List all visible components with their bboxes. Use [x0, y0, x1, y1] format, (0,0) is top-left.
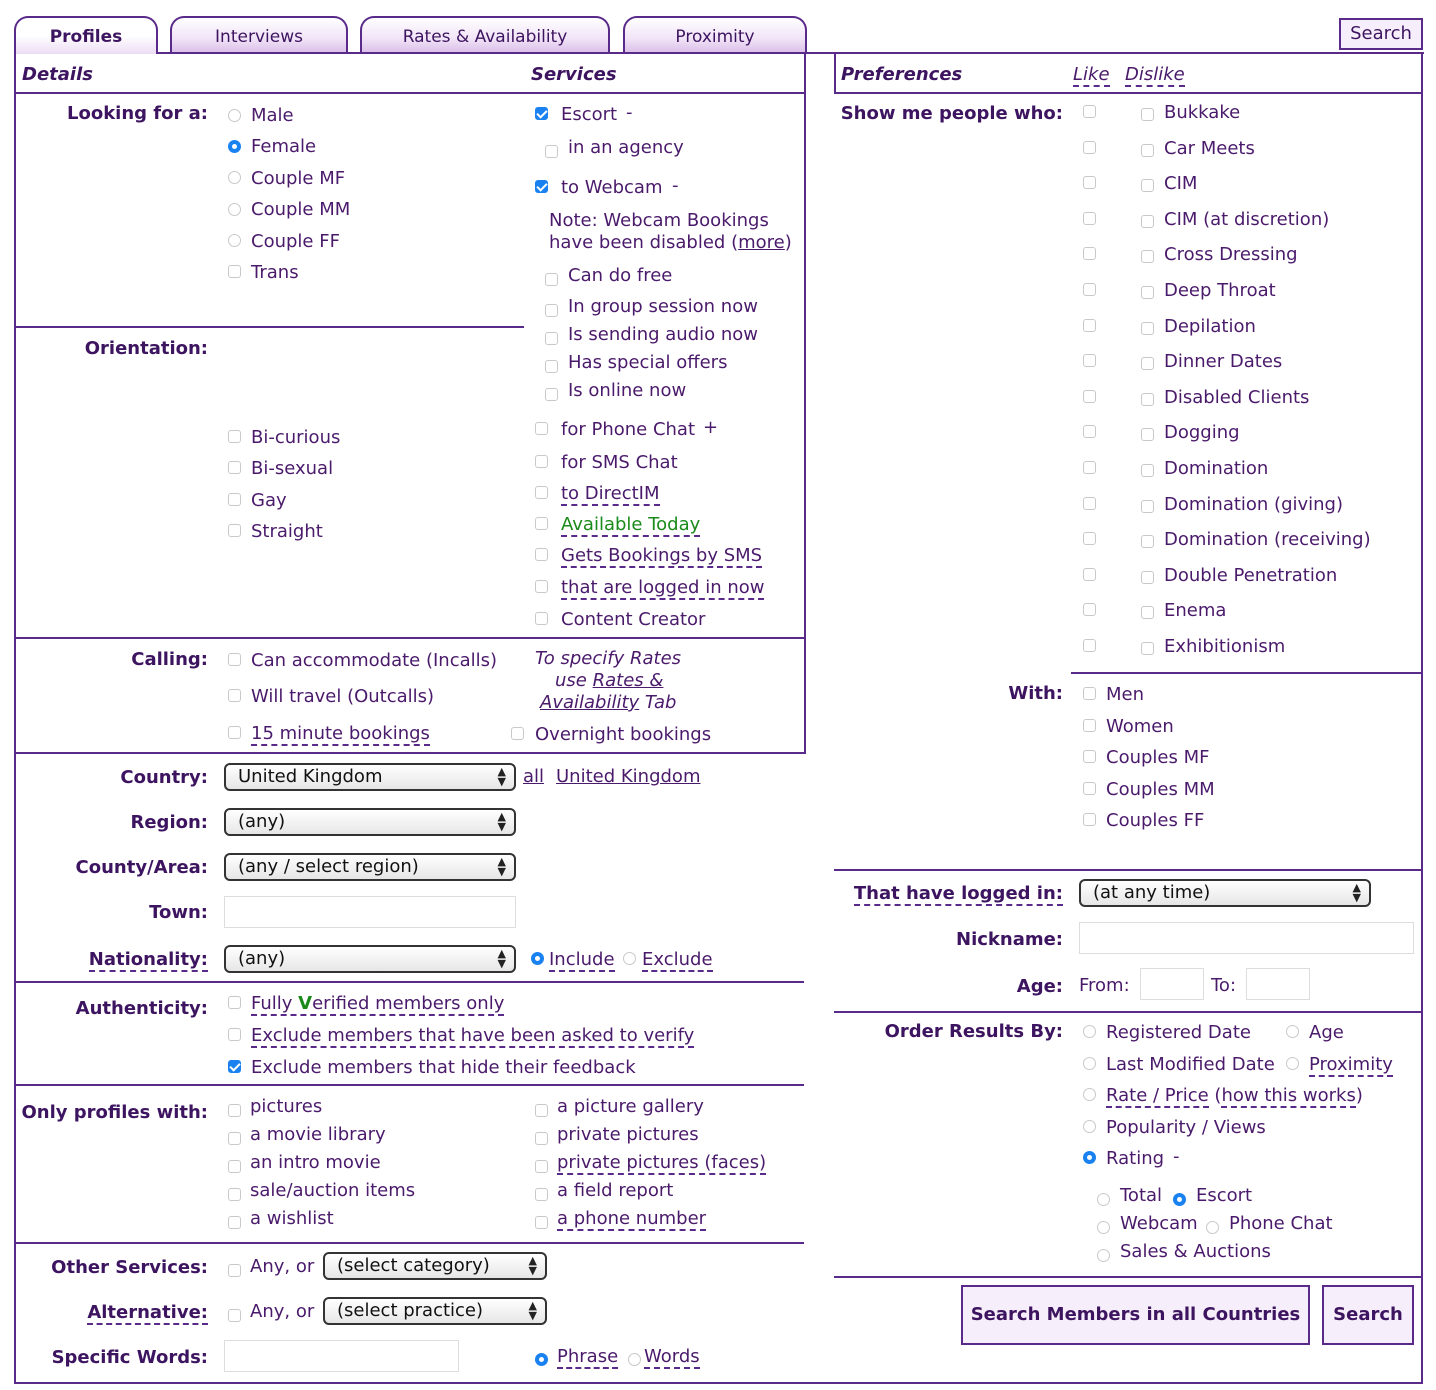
search-all-countries-button[interactable]: Search Members in all Countries — [961, 1285, 1310, 1345]
pref-like-checkbox[interactable] — [1083, 390, 1096, 403]
country-all-link[interactable]: all — [523, 766, 545, 787]
top-search-button[interactable]: Search — [1339, 18, 1423, 50]
how-this-works-link[interactable]: how this works — [1221, 1085, 1356, 1106]
age-label: Age: — [1016, 976, 1063, 997]
rates-note-line2: use Rates & — [555, 670, 664, 691]
pref-like-checkbox[interactable] — [1083, 639, 1096, 652]
tab-rates-availability[interactable]: Rates & Availability — [360, 16, 610, 52]
pref-label: Cross Dressing — [1164, 244, 1298, 266]
rates-note-line1: To specify Rates — [535, 648, 682, 669]
pref-label: Dinner Dates — [1164, 351, 1283, 373]
calling-label: Calling: — [131, 649, 208, 670]
rates-note-line3: Availability Tab — [540, 692, 677, 713]
other-services-label: Other Services: — [51, 1257, 208, 1278]
county-select[interactable]: (any / select region) ▲ ▼ — [224, 853, 516, 881]
pref-label: Bukkake — [1164, 102, 1241, 123]
pref-like-checkbox[interactable] — [1083, 425, 1096, 438]
pref-label: Disabled Clients — [1164, 386, 1310, 408]
pref-like-checkbox[interactable] — [1083, 461, 1096, 474]
pref-dislike-checkbox[interactable] — [1141, 286, 1154, 299]
tab-interviews[interactable]: Interviews — [170, 16, 348, 52]
pref-like-checkbox[interactable] — [1083, 319, 1096, 332]
with-label: With: — [1008, 683, 1063, 704]
pref-dislike-checkbox[interactable] — [1141, 215, 1154, 228]
logged-in-label[interactable]: That have logged in: — [853, 883, 1063, 904]
nationality-select[interactable]: (any) ▲ ▼ — [224, 945, 516, 973]
orientation-label: Orientation: — [84, 338, 208, 359]
like-header[interactable]: Like — [1073, 64, 1110, 85]
town-input[interactable] — [224, 896, 516, 928]
webcam-note-line2: have been disabled (more) — [549, 232, 792, 253]
pref-dislike-checkbox[interactable] — [1141, 179, 1154, 192]
pref-label: Deep Throat — [1164, 280, 1276, 301]
nationality-label[interactable]: Nationality: — [88, 949, 208, 970]
pref-label: CIM (at discretion) — [1164, 208, 1330, 230]
pref-like-checkbox[interactable] — [1083, 247, 1096, 260]
region-label: Region: — [130, 812, 208, 833]
looking-for-label: Looking for a: — [67, 103, 208, 124]
pref-label: Domination (receiving) — [1164, 529, 1371, 551]
pref-dislike-checkbox[interactable] — [1141, 535, 1154, 548]
show-me-label: Show me people who: — [840, 103, 1063, 124]
pref-label: Double Penetration — [1164, 564, 1338, 586]
webcam-note-more-link[interactable]: more — [738, 232, 785, 253]
webcam-note-line1: Note: Webcam Bookings — [549, 210, 769, 231]
rates-link[interactable]: Rates & — [592, 670, 664, 691]
specific-words-input[interactable] — [224, 1340, 459, 1372]
logged-in-select[interactable]: (at any time) ▲ ▼ — [1079, 879, 1371, 907]
pref-label: Car Meets — [1164, 137, 1255, 159]
preferences-header: Preferences — [841, 64, 963, 85]
pref-label: Depilation — [1164, 315, 1256, 337]
pref-like-checkbox[interactable] — [1083, 603, 1096, 616]
town-label: Town: — [149, 902, 208, 923]
pref-dislike-checkbox[interactable] — [1141, 606, 1154, 619]
pref-like-checkbox[interactable] — [1083, 141, 1096, 154]
pref-label: Domination (giving) — [1164, 493, 1344, 515]
authenticity-label: Authenticity: — [75, 998, 208, 1019]
dislike-header[interactable]: Dislike — [1125, 64, 1185, 85]
pref-like-checkbox[interactable] — [1083, 354, 1096, 367]
alternative-label[interactable]: Alternative: — [87, 1302, 208, 1323]
tab-profiles[interactable]: Profiles — [14, 16, 158, 54]
pref-label: CIM — [1164, 173, 1198, 195]
details-header: Details — [22, 64, 93, 85]
country-select[interactable]: United Kingdom ▲ ▼ — [224, 763, 516, 791]
pref-dislike-checkbox[interactable] — [1141, 571, 1154, 584]
tab-proximity[interactable]: Proximity — [623, 16, 807, 52]
pref-dislike-checkbox[interactable] — [1141, 464, 1154, 477]
nickname-label: Nickname: — [956, 929, 1063, 950]
pref-dislike-checkbox[interactable] — [1141, 642, 1154, 655]
pref-like-checkbox[interactable] — [1083, 497, 1096, 510]
pref-label: Exhibitionism — [1164, 636, 1286, 657]
pref-label: Dogging — [1164, 422, 1240, 444]
pref-dislike-checkbox[interactable] — [1141, 144, 1154, 157]
pref-like-checkbox[interactable] — [1083, 532, 1096, 545]
order-label: Order Results By: — [884, 1021, 1063, 1042]
search-button[interactable]: Search — [1322, 1285, 1414, 1345]
specific-words-label: Specific Words: — [51, 1347, 208, 1368]
pref-label: Domination — [1164, 458, 1269, 479]
age-from-label: From: — [1079, 975, 1130, 996]
pref-dislike-checkbox[interactable] — [1141, 428, 1154, 441]
pref-dislike-checkbox[interactable] — [1141, 357, 1154, 370]
pref-like-checkbox[interactable] — [1083, 283, 1096, 296]
pref-like-checkbox[interactable] — [1083, 105, 1096, 118]
pref-dislike-checkbox[interactable] — [1141, 250, 1154, 263]
country-uk-link[interactable]: United Kingdom — [556, 766, 701, 787]
age-from-input[interactable] — [1140, 968, 1204, 1000]
availability-link[interactable]: Availability — [540, 692, 640, 713]
services-header: Services — [531, 64, 617, 85]
alternative-select[interactable]: (select practice) ▲ ▼ — [323, 1297, 547, 1325]
pref-like-checkbox[interactable] — [1083, 176, 1096, 189]
region-select[interactable]: (any) ▲ ▼ — [224, 808, 516, 836]
pref-dislike-checkbox[interactable] — [1141, 322, 1154, 335]
pref-like-checkbox[interactable] — [1083, 212, 1096, 225]
age-to-label: To: — [1211, 975, 1237, 996]
pref-dislike-checkbox[interactable] — [1141, 393, 1154, 406]
pref-like-checkbox[interactable] — [1083, 568, 1096, 581]
pref-dislike-checkbox[interactable] — [1141, 500, 1154, 513]
pref-label: Enema — [1164, 600, 1227, 622]
county-label: County/Area: — [75, 857, 208, 878]
only-profiles-label: Only profiles with: — [21, 1102, 208, 1123]
age-to-input[interactable] — [1246, 968, 1310, 1000]
country-label: Country: — [120, 767, 208, 788]
nickname-input[interactable] — [1079, 922, 1414, 954]
pref-dislike-checkbox[interactable] — [1141, 108, 1154, 121]
other-services-select[interactable]: (select category) ▲ ▼ — [323, 1252, 547, 1280]
